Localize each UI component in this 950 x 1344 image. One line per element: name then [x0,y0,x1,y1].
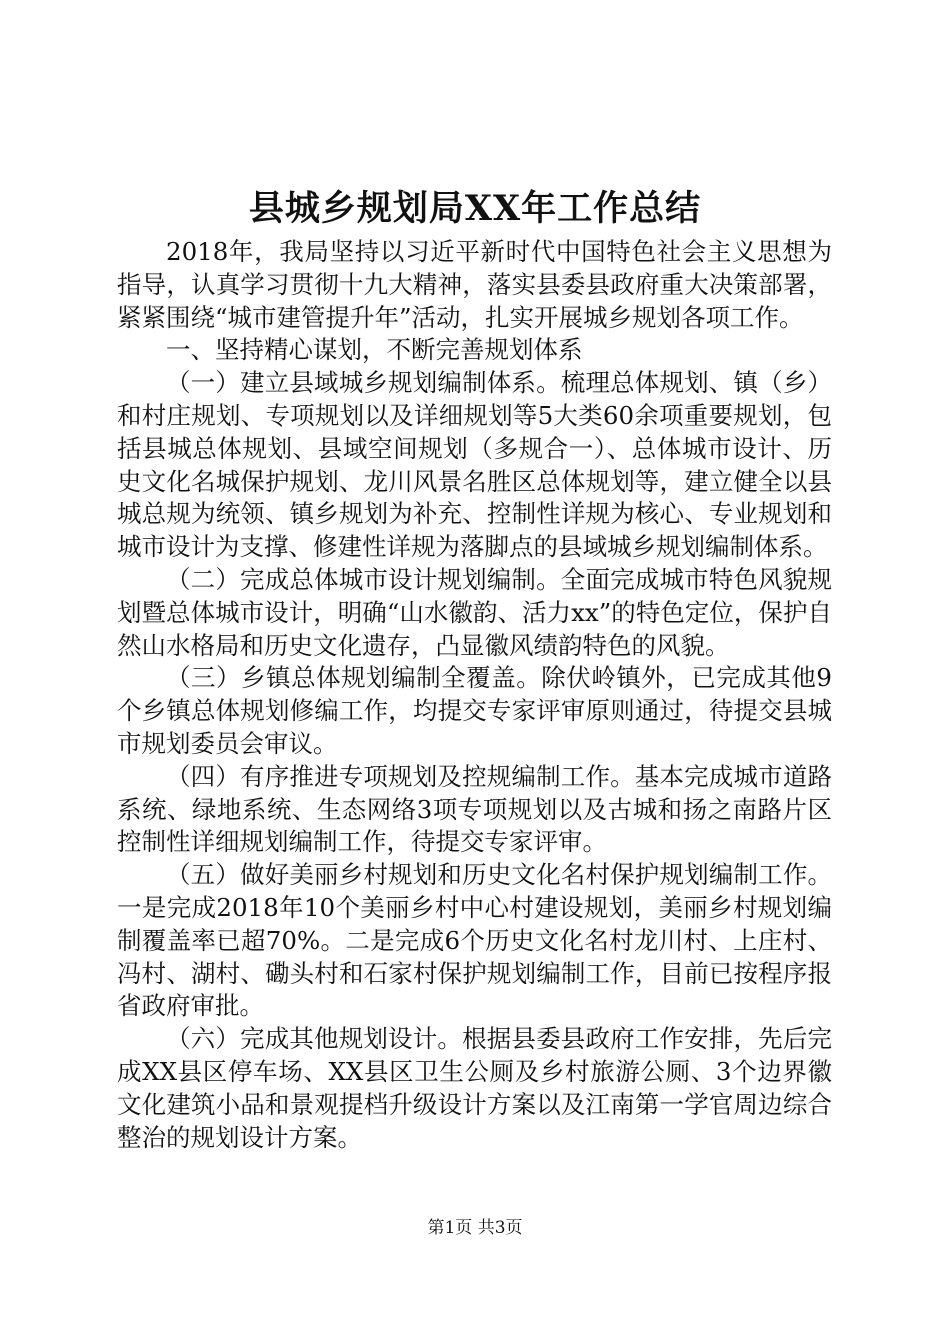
paragraph-item-6: （六）完成其他规划设计。根据县委县政府工作安排，先后完成XX县区停车场、XX县区卫生公厕及乡村旅游公厕、3个边界徽文化建筑小品和景观提档升级设计方案以及江南第一学官周边综合整治的规划设计方案。 [117,1024,832,1152]
paragraph-item-4: （四）有序推进专项规划及控规编制工作。基本完成城市道路系统、绿地系统、生态网络3项专项规划以及古城和扬之南路片区控制性详细规划编制工作，待提交专家评审。 [117,761,832,857]
intro-paragraph: 2018年，我局坚持以习近平新时代中国特色社会主义思想为指导，认真学习贯彻十九大精神，落实县委县政府重大决策部署，紧紧围绕“城市建管提升年”活动，扎实开展城乡规划各项工作。 [117,237,832,332]
paragraph-item-5: （五）做好美丽乡村规划和历史文化名村保护规划编制工作。一是完成2018年10个美丽乡村中心村建设规划，美丽乡村规划编制覆盖率已超70%。二是完成6个历史文化名村龙川村、上庄村、冯村、湖村、磡头村和石家村保护规划编制工作，目前已按程序报省政府审批。 [117,860,832,1021]
paragraph-item-2: （二）完成总体城市设计规划编制。全面完成城市特色风貌规划暨总体城市设计，明确“山水徽韵、活力xx”的特色定位，保护自然山水格局和历史文化遗存，凸显徽风绩韵特色的风貌。 [117,564,832,660]
paragraph-item-1: （一）建立县域城乡规划编制体系。梳理总体规划、镇（乡）和村庄规划、专项规划以及详细规划等5大类60余项重要规划，包括县城总体规划、县域空间规划（多规合一）、总体城市设计、历史文化名城保护规划、龙川风景名胜区总体规划等，建立健全以县城总规为统领、镇乡规划为补充、控制性详规为核心、专业规划和城市设计为支撑、修建性详规为落脚点的县域城乡规划编制体系。 [117,368,832,562]
document-body [117,236,832,1154]
page-number-footer: 第1页 共3页 [427,1218,523,1238]
document-title: 县城乡规划局XX年工作总结 [248,188,702,229]
section-heading: 一、坚持精心谋划，不断完善规划体系 [166,335,583,365]
paragraph-item-3: （三）乡镇总体规划编制全覆盖。除伏岭镇外，已完成其他9个乡镇总体规划修编工作，均提交专家评审原则通过，待提交县城市规划委员会审议。 [117,663,832,758]
